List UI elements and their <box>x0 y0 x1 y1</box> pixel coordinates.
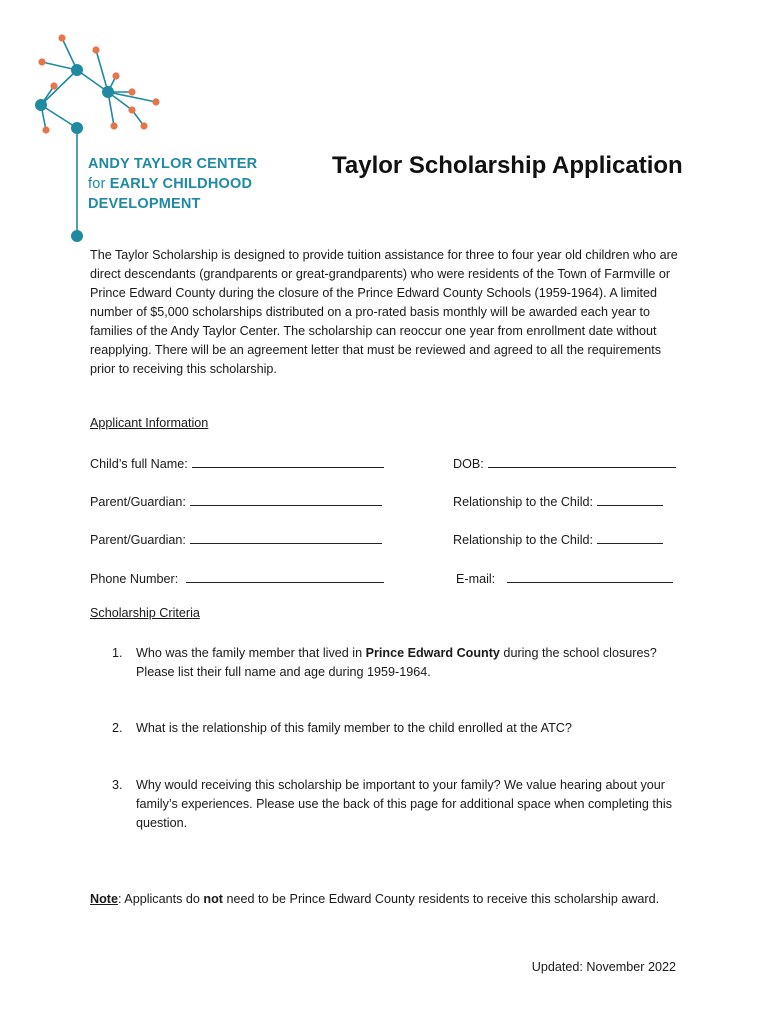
question-2-number: 2. <box>112 721 123 735</box>
child-name-label: Child’s full Name: <box>90 457 188 471</box>
question-2-text: What is the relationship of this family member to the child enrolled at the ATC? <box>136 721 572 735</box>
relationship-1-row <box>453 492 663 509</box>
note-bold: not <box>203 892 224 906</box>
relationship-2-label: Relationship to the Child: <box>453 533 594 547</box>
relationship-2-row <box>453 530 663 547</box>
page-title: Taylor Scholarship Application <box>332 152 683 179</box>
dob-row <box>453 454 676 471</box>
phone-label: Phone Number: <box>90 572 179 586</box>
guardian-1-field[interactable] <box>190 492 382 506</box>
email-label: E-mail: <box>456 572 496 586</box>
criteria-heading: Scholarship Criteria <box>90 606 200 620</box>
question-1-number: 1. <box>112 646 123 660</box>
phone-row <box>90 569 384 586</box>
phone-field[interactable] <box>186 569 384 583</box>
logo-line-1: ANDY TAYLOR CENTER <box>88 156 258 172</box>
question-1 <box>112 644 672 682</box>
intro-paragraph: The Taylor Scholarship is designed to provide tuition assistance for three to four year old children who are direct descendants (grandparents or great-grandparents) who were residents of the Town of Farmville or Prince Edward County during the closure of the Prince Edward County Schools (1959-1964). A limited number of $5,000 scholarships distributed on a pro-rated basis monthly will be awarded each year to families of the Andy Taylor Center. The scholarship can reoccur one year from enrollment date without reapplying. There will be an agreement letter that must be reviewed and agreed to all the requirements prior to receiving this scholarship. <box>90 248 678 376</box>
guardian-2-label: Parent/Guardian: <box>90 533 186 547</box>
note-label: Note <box>90 892 118 906</box>
question-1-bold: Prince Edward County <box>365 646 500 660</box>
logo-line-3: DEVELOPMENT <box>88 196 201 212</box>
note-text-b: need to be Prince Edward County residents to receive this scholarship award. <box>223 892 660 906</box>
logo-text <box>88 154 257 214</box>
question-2 <box>112 719 672 738</box>
applicant-info-heading: Applicant Information <box>90 416 209 430</box>
question-1-text <box>136 644 672 682</box>
guardian-1-row <box>90 492 382 509</box>
updated-date: Updated: November 2022 <box>531 960 676 974</box>
guardian-2-row <box>90 530 382 547</box>
logo-early-childhood: EARLY CHILDHOOD <box>105 176 253 192</box>
question-3-number: 3. <box>112 778 123 792</box>
question-1-text-a: Who was the family member that lived in <box>136 646 366 660</box>
logo-line-2 <box>88 174 257 194</box>
question-1-text-b: during the school closures? Please list their full name and age during 1959-1964. <box>136 646 657 679</box>
guardian-2-field[interactable] <box>190 530 382 544</box>
note-paragraph <box>90 890 680 909</box>
question-3-text: Why would receiving this scholarship be important to your family? We value hearing about your family’s experiences. Please use the back of this page for additional space when completing this question. <box>136 778 673 830</box>
note-text-a: : Applicants do <box>118 892 204 906</box>
logo-for: for <box>88 176 106 192</box>
child-name-row <box>90 454 384 471</box>
dob-field[interactable] <box>488 454 676 468</box>
email-row <box>456 569 673 586</box>
dob-label: DOB: <box>453 457 484 471</box>
relationship-2-field[interactable] <box>597 530 663 544</box>
question-3 <box>112 776 672 833</box>
relationship-1-field[interactable] <box>597 492 663 506</box>
child-name-field[interactable] <box>192 454 384 468</box>
guardian-1-label: Parent/Guardian: <box>90 495 186 509</box>
email-field[interactable] <box>507 569 673 583</box>
relationship-1-label: Relationship to the Child: <box>453 495 594 509</box>
andy-taylor-center-logo <box>28 28 178 248</box>
